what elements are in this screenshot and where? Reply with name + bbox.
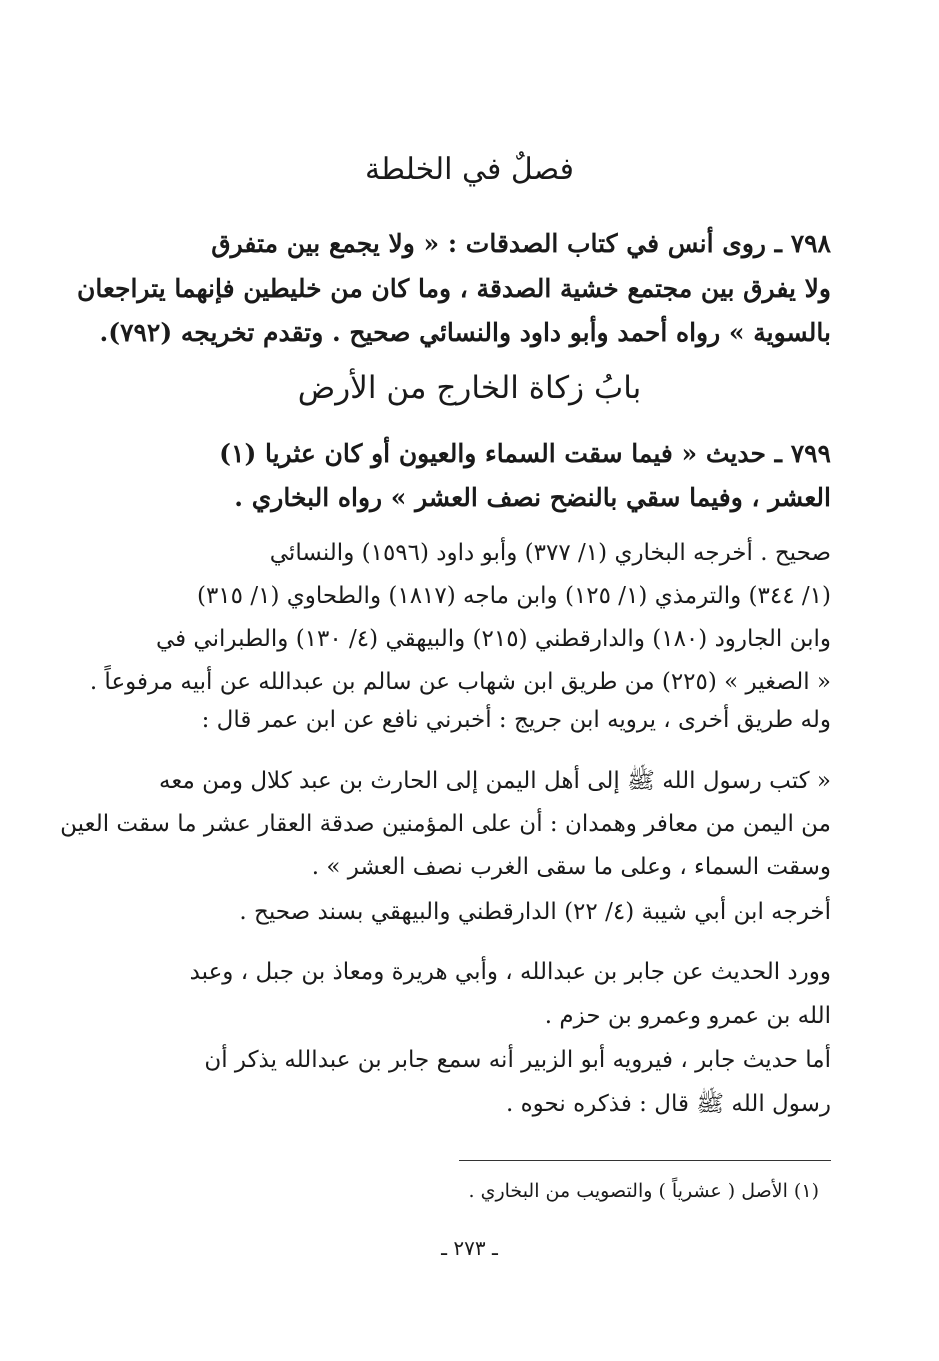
text-line: وله طريق أخرى ، يرويه ابن جريج : أخبرني نافع عن ابن عمر قال : xyxy=(201,707,831,733)
hadith-798 xyxy=(76,222,831,356)
text-line: رسول الله ﷺ قال : فذكره نحوه . xyxy=(506,1091,831,1117)
wurud-paragraph xyxy=(109,950,831,1038)
tariq-paragraph xyxy=(109,698,831,742)
text-line: وابن الجارود (١٨٠) والدارقطني (٢١٥) والبيهقي (٤/ ١٣٠) والطبراني في xyxy=(155,626,831,652)
jabir-paragraph xyxy=(109,1038,831,1126)
text-line: من اليمن من معافر وهمدان : أن على المؤمنين صدقة العقار عشر ما سقت العين xyxy=(60,811,831,837)
text-line: ٧٩٨ ـ روى أنس في كتاب الصدقات : « ولا يجمع بين متفرق xyxy=(211,229,831,258)
text-line: بالسوية » رواه أحمد وأبو داود والنسائي صحيح . وتقدم تخريجه (٧٩٢). xyxy=(99,318,831,347)
shayba-paragraph xyxy=(109,890,831,934)
chapter-heading: فصلٌ في الخلطة xyxy=(365,152,574,187)
text-line: « كتب رسول الله ﷺ إلى أهل اليمن إلى الحارث بن عبد كلال ومن معه xyxy=(159,768,831,794)
text-line: (١/ ٣٤٤) والترمذي (١/ ١٢٥) وابن ماجه (١٨١٧) والطحاوي (١/ ٣١٥) xyxy=(196,583,831,609)
text-line: وسقت السماء ، وعلى ما سقى الغرب نصف العشر » . xyxy=(311,854,831,880)
kutub-paragraph xyxy=(60,760,831,889)
page-number: ـ ٢٧٣ ـ xyxy=(441,1236,498,1260)
text-line: صحيح . أخرجه البخاري (١/ ٣٧٧) وأبو داود (١٥٩٦) والنسائي xyxy=(269,540,831,566)
text-line: أما حديث جابر ، فيرويه أبو الزبير أنه سمع جابر بن عبدالله يذكر أن xyxy=(204,1047,831,1073)
text-line: ولا يفرق بين مجتمع خشية الصدقة ، وما كان من خليطين فإنهما يتراجعان xyxy=(76,273,831,303)
text-line: العشر ، وفيما سقي بالنضح نصف العشر » رواه البخاري . xyxy=(234,483,831,512)
bab-heading: بابُ زكاة الخارج من الأرض xyxy=(297,370,642,406)
text-line: ٧٩٩ ـ حديث « فيما سقت السماء والعيون أو كان عثريا (١) xyxy=(219,439,831,468)
footnote: (١) الأصل ( عشرياً ) والتصويب من البخاري . xyxy=(468,1180,819,1202)
footnote-divider xyxy=(459,1160,831,1161)
takhrij-paragraph xyxy=(89,532,831,704)
hadith-799 xyxy=(109,432,831,520)
text-line: « الصغير » (٢٢٥) من طريق ابن شهاب عن سالم بن عبدالله عن أبيه مرفوعاً . xyxy=(89,669,831,695)
text-line: الله بن عمرو وعمرو بن حزم . xyxy=(544,1003,831,1029)
text-line: أخرجه ابن أبي شيبة (٤/ ٢٢) الدارقطني والبيهقي بسند صحيح . xyxy=(239,899,831,925)
text-line: وورد الحديث عن جابر بن عبدالله ، وأبي هريرة ومعاذ بن جبل ، وعبد xyxy=(189,959,831,985)
